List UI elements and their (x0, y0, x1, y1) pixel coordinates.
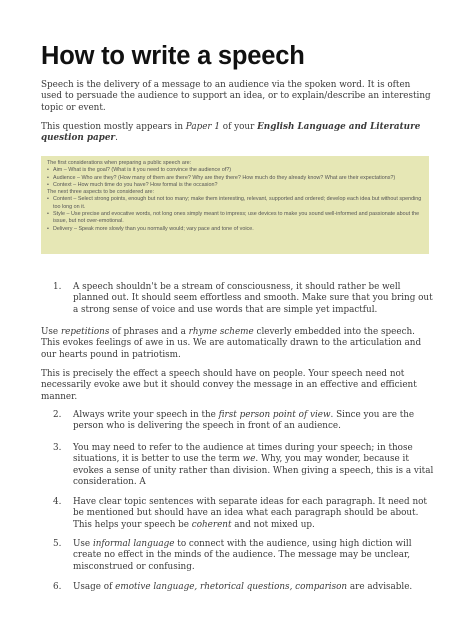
item3-em: we (242, 454, 256, 465)
item2-em: first person point of view (218, 410, 331, 420)
box-heading-1: The first considerations when preparing a public speech are: (47, 160, 192, 166)
item6-em: emotive language, rhetorical questions, comparison (115, 582, 348, 592)
list-number: 6. (53, 582, 62, 592)
list-number: 5. (53, 539, 62, 549)
question-post: . (115, 133, 118, 144)
repetitions-paragraph (41, 327, 434, 361)
list-text (73, 497, 435, 531)
box-bullet: • Style – Use precise and evocative words, not long ones simply meant to impress; use devices to make you sound well-informed and passionate about the issue, but not over-emotional. (47, 211, 423, 226)
question-mid: of your (220, 122, 258, 132)
box-bullet: • Audience – Who are they? (How many of them are there? Why are they there? How much do they already know? What are their expectations?) (47, 175, 423, 182)
rep-post: cleverly embedded into the speech. This evokes feelings of awe in us. We are automatically drawn to the articulation and our hearts pound in patriotism. (41, 327, 422, 360)
rep-term: repetitions (60, 327, 110, 337)
subject-ref: English Language and Literature question paper (41, 122, 421, 144)
item6-pre: Usage of (73, 582, 116, 592)
box-bullet: • Context – How much time do you have? How formal is the occasion? (47, 182, 423, 189)
list-text (73, 443, 435, 489)
box-bullet: • Aim – What is the goal? (What is it you need to convince the audience of?) (47, 167, 423, 174)
item4-post: and not mixed up. (231, 519, 315, 530)
item6-post: are advisable. (347, 582, 413, 592)
rep-mid: of phrases and a (109, 327, 189, 337)
box-heading-2: The next three aspects to be considered are: (47, 189, 154, 196)
item3-post: . Why, you may wonder, because it evokes a sense of unity rather than division. When giving a speech, this is a vital consideration. A (73, 454, 434, 488)
list-text (73, 582, 435, 593)
rhyme-term: rhyme scheme (188, 327, 254, 337)
paper-ref: Paper 1 (185, 122, 221, 132)
item2-post: . Since you are the person who is delivering the speech in front of an audience. (73, 410, 415, 432)
item2-pre: Always write your speech in the (73, 410, 219, 420)
item4-pre: Have clear topic sentences with separate ideas for each paragraph. It need not be mentioned but should have an idea what each paragraph should be about. This helps your speech be (73, 497, 427, 530)
item5-em: informal language (92, 539, 175, 549)
page-title: How to write a speech (41, 42, 305, 70)
list-text (73, 539, 435, 573)
list-number: 2. (53, 410, 62, 420)
question-pre: This question mostly appears in (41, 122, 186, 132)
list-number: 4. (53, 497, 62, 507)
effect-paragraph: This is precisely the effect a speech should have on people. Your speech need not necessarily evoke awe but it should convey the message in an effective and efficient manner. (41, 369, 417, 402)
question-paragraph (41, 122, 434, 145)
list-number: 1. (53, 282, 62, 292)
list-text: A speech shouldn't be a stream of consciousness, it should rather be well planned out. It should seem effortless and smooth. Make sure that you bring out a strong sense of voice and use words that are simple yet impactful. (73, 282, 433, 315)
box-bullet: • Content – Select strong points, enough but not too many; make them interesting, relevant, supported and ordered; develop each idea but without spending too long on it. (47, 196, 423, 211)
intro-paragraph: Speech is the delivery of a message to an audience via the spoken word. It is often used to persuade the audience to support an idea, or to explain/describe an interesting topic or event. (41, 80, 431, 113)
considerations-box (41, 156, 429, 254)
item3-pre: You may need to refer to the audience at times during your speech; in those situations, it is better to use the term (73, 443, 413, 465)
item5-post: to connect with the audience, using high diction will create no effect in the minds of the audience. The message may be unclear, misconstrued or confusing. (73, 539, 412, 572)
list-number: 3. (53, 443, 62, 453)
item5-pre: Use (73, 539, 93, 549)
item4-em: coherent (191, 519, 232, 530)
box-bullet: • Delivery – Speak more slowly than you normally would; vary pace and tone of voice. (47, 226, 423, 233)
rep-pre: Use (41, 327, 61, 337)
list-text (73, 410, 435, 433)
